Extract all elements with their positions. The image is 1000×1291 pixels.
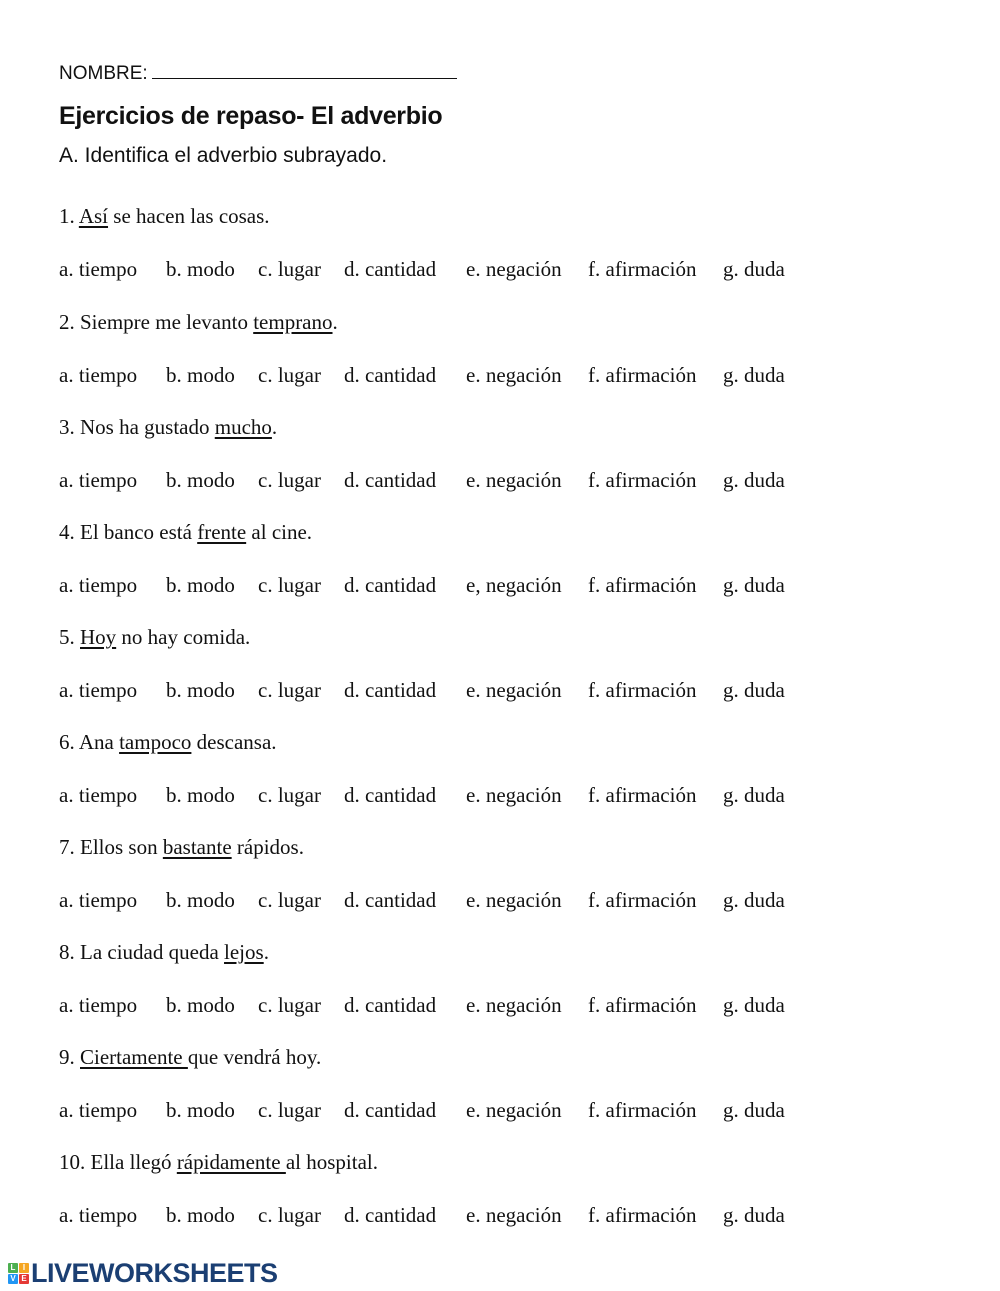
- answer-option[interactable]: g. duda: [723, 468, 785, 492]
- answer-option[interactable]: b. modo: [166, 1203, 235, 1227]
- question-4: [59, 520, 312, 545]
- answer-option[interactable]: d. cantidad: [344, 993, 437, 1017]
- answer-option[interactable]: e. negación: [466, 888, 562, 912]
- answer-option[interactable]: f. afirmación: [588, 678, 697, 702]
- answer-option[interactable]: f. afirmación: [588, 1203, 697, 1227]
- answer-option[interactable]: c. lugar: [258, 1203, 321, 1227]
- question-text-after: .: [263, 940, 269, 964]
- answer-option[interactable]: e. negación: [466, 1098, 562, 1122]
- answer-option[interactable]: b. modo: [166, 1098, 235, 1122]
- question-8: [59, 940, 269, 965]
- question-text-before: Siempre me levanto: [80, 310, 254, 334]
- question-number: 1.: [59, 204, 75, 228]
- question-7: [59, 835, 304, 860]
- answer-option[interactable]: e. negación: [466, 363, 562, 387]
- answer-option[interactable]: c. lugar: [258, 888, 321, 912]
- answer-option[interactable]: g. duda: [723, 257, 785, 281]
- liveworksheets-logo: [8, 1258, 278, 1289]
- underlined-adverb: Hoy: [80, 625, 117, 649]
- underlined-adverb: rápidamente: [176, 1150, 286, 1174]
- answer-option[interactable]: e. negación: [466, 257, 562, 281]
- nombre-blank-line[interactable]: [152, 60, 457, 79]
- logo-blocks-icon: [8, 1263, 29, 1284]
- answer-option[interactable]: c. lugar: [258, 1098, 321, 1122]
- answer-option[interactable]: b. modo: [166, 257, 235, 281]
- answer-option[interactable]: f. afirmación: [588, 783, 697, 807]
- question-text-after: .: [271, 415, 278, 439]
- question-number: 4.: [59, 520, 75, 544]
- answer-option[interactable]: f. afirmación: [588, 468, 697, 492]
- answer-option[interactable]: g. duda: [723, 1203, 785, 1227]
- question-text-after: que vendrá hoy.: [187, 1045, 322, 1069]
- logo-block-l: L: [8, 1263, 18, 1273]
- answer-option[interactable]: g. duda: [723, 363, 785, 387]
- answer-option[interactable]: c. lugar: [258, 573, 321, 597]
- answer-option[interactable]: f. afirmación: [588, 993, 697, 1017]
- answer-option[interactable]: d. cantidad: [344, 1098, 437, 1122]
- answer-option[interactable]: e. negación: [466, 1203, 562, 1227]
- answer-option[interactable]: c. lugar: [258, 678, 321, 702]
- question-number: 5.: [59, 625, 75, 649]
- question-number: 9.: [59, 1045, 75, 1069]
- question-3: [59, 415, 277, 440]
- answer-option[interactable]: b. modo: [166, 573, 235, 597]
- question-1: [59, 204, 270, 229]
- question-text-before: Ella llegó: [90, 1150, 177, 1174]
- answer-option[interactable]: b. modo: [166, 678, 235, 702]
- underlined-adverb: Ciertamente: [80, 1045, 188, 1069]
- answer-option[interactable]: e. negación: [466, 993, 562, 1017]
- answer-option[interactable]: a. tiempo: [59, 1203, 138, 1227]
- answer-option[interactable]: a. tiempo: [59, 468, 138, 492]
- question-6: [59, 730, 277, 755]
- answer-option[interactable]: a. tiempo: [59, 888, 138, 912]
- answer-option[interactable]: d. cantidad: [344, 678, 437, 702]
- question-9: [59, 1045, 321, 1070]
- answer-option[interactable]: a. tiempo: [59, 783, 138, 807]
- answer-option[interactable]: b. modo: [166, 783, 235, 807]
- underlined-adverb: frente: [197, 520, 247, 544]
- answer-option[interactable]: g. duda: [723, 1098, 785, 1122]
- question-text-after: rápidos.: [231, 835, 304, 859]
- question-text-after: al cine.: [246, 520, 313, 544]
- question-text-before: La ciudad queda: [80, 940, 225, 964]
- nombre-field: [59, 60, 457, 85]
- question-number: 3.: [59, 415, 75, 439]
- answer-option[interactable]: c. lugar: [258, 363, 321, 387]
- answer-option[interactable]: e. negación: [466, 783, 562, 807]
- question-text-after: al hospital.: [285, 1150, 378, 1174]
- question-number: 2.: [59, 310, 75, 334]
- question-text-before: Nos ha gustado: [80, 415, 215, 439]
- answer-option[interactable]: g. duda: [723, 993, 785, 1017]
- answer-option[interactable]: a. tiempo: [59, 257, 138, 281]
- underlined-adverb: temprano: [253, 310, 333, 334]
- answer-option[interactable]: f. afirmación: [588, 363, 697, 387]
- answer-option[interactable]: c. lugar: [258, 468, 321, 492]
- answer-option[interactable]: g. duda: [723, 783, 785, 807]
- question-text-after: no hay comida.: [116, 625, 251, 649]
- question-number: 7.: [59, 835, 75, 859]
- answer-option[interactable]: c. lugar: [258, 783, 321, 807]
- worksheet-title: Ejercicios de repaso- El adverbio: [59, 102, 443, 130]
- question-number: 8.: [59, 940, 75, 964]
- question-text-before: Ana: [78, 730, 120, 754]
- logo-text: LIVEWORKSHEETS: [31, 1258, 278, 1288]
- answer-option[interactable]: e. negación: [466, 678, 562, 702]
- logo-block-e: E: [19, 1274, 29, 1284]
- answer-option[interactable]: f. afirmación: [588, 888, 697, 912]
- answer-option[interactable]: d. cantidad: [344, 783, 437, 807]
- question-2: [59, 310, 338, 335]
- question-text-after: .: [332, 310, 338, 334]
- answer-option[interactable]: g. duda: [723, 573, 785, 597]
- answer-option[interactable]: f. afirmación: [588, 257, 697, 281]
- logo-block-i: I: [19, 1263, 29, 1273]
- question-5: [59, 625, 250, 650]
- underlined-adverb: tampoco: [119, 730, 192, 754]
- answer-option[interactable]: d. cantidad: [344, 888, 437, 912]
- answer-option[interactable]: b. modo: [166, 363, 235, 387]
- underlined-adverb: Así: [78, 204, 109, 228]
- answer-option[interactable]: b. modo: [166, 888, 235, 912]
- answer-option[interactable]: c. lugar: [258, 257, 321, 281]
- answer-option[interactable]: a. tiempo: [59, 363, 138, 387]
- question-text-before: El banco está: [80, 520, 198, 544]
- question-text-before: Ellos son: [80, 835, 163, 859]
- answer-option[interactable]: f. afirmación: [588, 1098, 697, 1122]
- answer-option[interactable]: e, negación: [466, 573, 562, 597]
- nombre-label: NOMBRE:: [59, 63, 148, 84]
- logo-block-v: V: [8, 1274, 18, 1284]
- answer-option[interactable]: d. cantidad: [344, 468, 437, 492]
- answer-option[interactable]: a. tiempo: [59, 678, 138, 702]
- answer-option[interactable]: d. cantidad: [344, 257, 437, 281]
- answer-option[interactable]: b. modo: [166, 468, 235, 492]
- question-text-after: descansa.: [191, 730, 277, 754]
- instruction-text: A. Identifica el adverbio subrayado.: [59, 144, 388, 167]
- question-10: [59, 1150, 378, 1175]
- answer-option[interactable]: g. duda: [723, 888, 785, 912]
- question-number: 6.: [59, 730, 75, 754]
- underlined-adverb: lejos: [224, 940, 264, 964]
- answer-option[interactable]: d. cantidad: [344, 573, 437, 597]
- answer-option[interactable]: e. negación: [466, 468, 562, 492]
- answer-option[interactable]: a. tiempo: [59, 993, 138, 1017]
- answer-option[interactable]: d. cantidad: [344, 1203, 437, 1227]
- answer-option[interactable]: c. lugar: [258, 993, 321, 1017]
- answer-option[interactable]: d. cantidad: [344, 363, 437, 387]
- question-number: 10.: [59, 1150, 86, 1174]
- answer-option[interactable]: g. duda: [723, 678, 785, 702]
- underlined-adverb: bastante: [162, 835, 232, 859]
- answer-option[interactable]: a. tiempo: [59, 1098, 138, 1122]
- answer-option[interactable]: a. tiempo: [59, 573, 138, 597]
- underlined-adverb: mucho: [214, 415, 272, 439]
- answer-option[interactable]: f. afirmación: [588, 573, 697, 597]
- question-text-after: se hacen las cosas.: [108, 204, 270, 228]
- answer-option[interactable]: b. modo: [166, 993, 235, 1017]
